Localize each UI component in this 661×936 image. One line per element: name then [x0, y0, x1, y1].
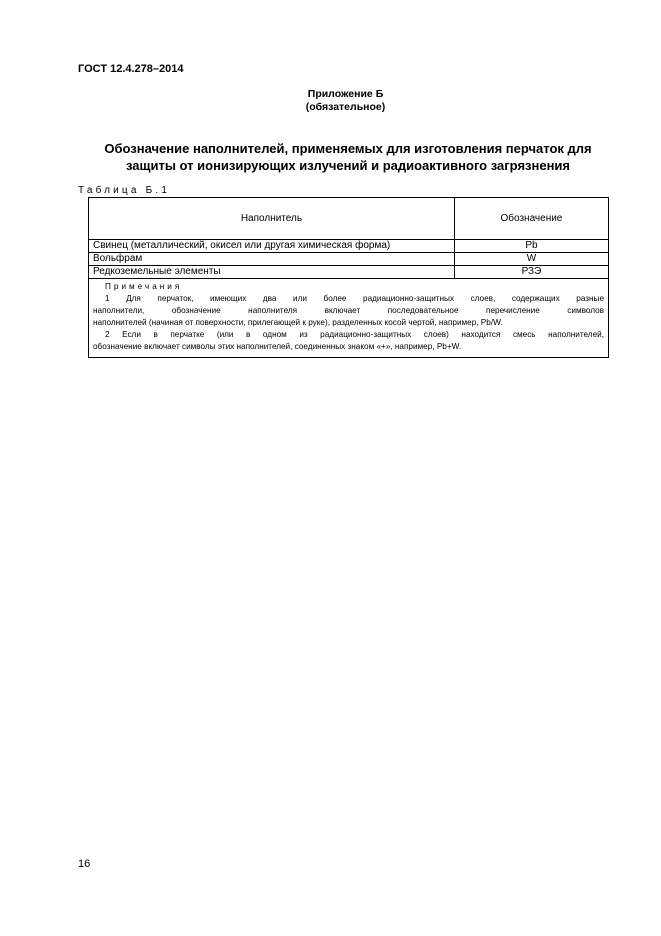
- header-code: Обозначение: [454, 198, 608, 240]
- appendix-label: Приложение Б: [307, 88, 384, 100]
- notes-row: [89, 279, 609, 358]
- row-filler: Свинец (металлический, окисел или другая химическая форма): [89, 240, 455, 253]
- note-2-line-1: 2 Если в перчатке (или в одном из радиационно-защитных слоев) находится смесь наполнителей,: [105, 330, 604, 339]
- page-number: 16: [78, 858, 91, 870]
- appendix-status: (обязательное): [305, 101, 386, 113]
- row-filler: Редкоземельные элементы: [89, 266, 455, 279]
- note-1-line-1: 1 Для перчаток, имеющих два или более радиационно-защитных слоев, содержащих разные: [105, 294, 604, 303]
- title-line-1: Обозначение наполнителей, применяемых для изготовления перчаток для: [104, 141, 592, 156]
- table-row: [89, 266, 609, 279]
- notes-cell: [89, 279, 609, 358]
- table-header-row: [89, 198, 609, 240]
- notes-heading: Примечания: [105, 282, 183, 291]
- table-row: [89, 253, 609, 266]
- table-row: [89, 240, 609, 253]
- appendix-title: [78, 140, 618, 174]
- table-caption: Таблица Б.1: [78, 185, 171, 196]
- header-filler: Наполнитель: [89, 198, 455, 240]
- title-line-2: защиты от ионизирующих излучений и радиоактивного загрязнения: [125, 158, 570, 173]
- fillers-table: [88, 197, 609, 358]
- note-1-line-3: наполнителей (начиная от поверхности, прилегающей к руке), разделенных косой чертой, например, Pb/W.: [93, 318, 503, 327]
- note-2-line-2: обозначение включает символы этих наполнителей, соединенных знаком «+», например, Pb+W.: [93, 342, 462, 351]
- row-code: РЗЭ: [454, 266, 608, 279]
- row-code: W: [454, 253, 608, 266]
- note-1-line-2: наполнители, обозначение наполнителя включает последовательное перечисление символов: [93, 306, 604, 315]
- appendix-heading: [0, 88, 661, 114]
- row-code: Pb: [454, 240, 608, 253]
- row-filler: Вольфрам: [89, 253, 455, 266]
- document-code: ГОСТ 12.4.278–2014: [78, 63, 184, 75]
